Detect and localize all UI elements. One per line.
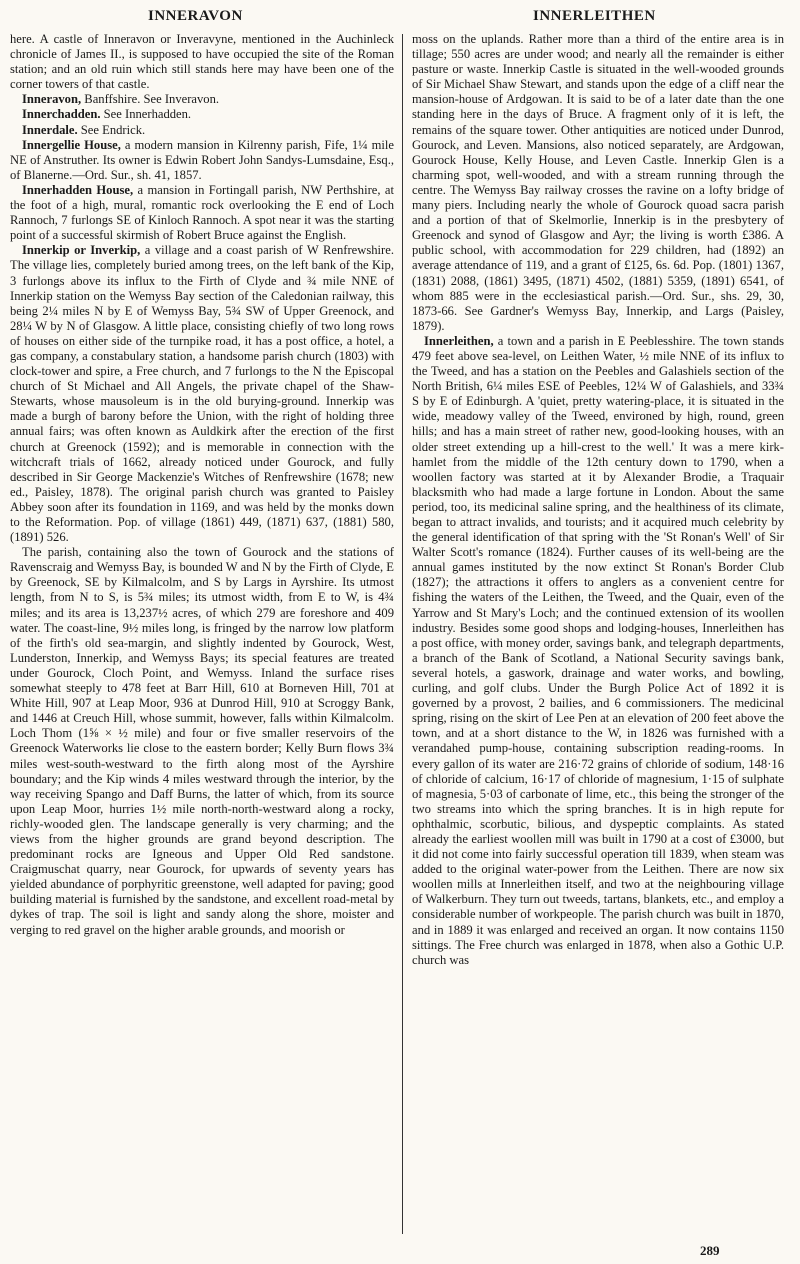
entry-headword: Innerdale.	[22, 122, 78, 137]
entry-text: moss on the uplands. Rather more than a third of the entire area is in tillage; 550 acres are under wood; and nearly all the remainder is either pasture or waste. Innerkip Castle is situated in the well-wooded grounds of Sir Michael Shaw Stewart, and stands upon the edge of a cliff near the mansion-house of Ardgowan. It is said to be of a later date than the one standing here in the days of Bruce. A fragment only of it is left, the remains of the square tower. Other antiquities are noticed under Dunrod, Gourock, and Leven. Mansions, also noticed separately, are Ardgowan, Gourock House, Kelly House, and Leven Castle. Innerkip Glen is a charming spot, well-wooded, and with a stream running through the centre. The Wemyss Bay railway crosses the ravine on a lofty bridge of many piers. Including nearly the whole of Gourock quoad sacra parish and a portion of that of Skelmorlie, Innerkip is in the presbytery of Greenock and synod of Glasgow and Ayr; the living is worth £386. A public school, with accommodation for 229 children, had (1892) an average attendance of 119, and a grant of £125, 6s. 6d. Pop. (1801) 1367, (1831) 2088, (1861) 3495, (1871) 4502, (1881) 5359, (1891) 6541, of whom 885 were in the ecclesiastical parish.—Ord. Sur., shs. 29, 30, 1873-66. See Gardner's Wemyss Bay, Innerkip, and Largs (Paisley, 1879).	[412, 32, 784, 333]
entry-headword: Innerhadden House,	[22, 182, 134, 197]
entry-headword: Innerkip or Inverkip,	[22, 243, 141, 258]
entry-paragraph	[10, 138, 394, 183]
entry-paragraph	[412, 334, 784, 968]
entry-text: The parish, containing also the town of Gourock and the stations of Ravenscraig and Wemyss Bay, is bounded W and N by the Firth of Clyde, E by Greenock, SE by Kilmalcolm, and S by Largs in Ayrshire. Its utmost length, from N to S, is 5¾ miles; its utmost width, from E to W, is 4¾ miles; and its area is 13,237½ acres, of which 279 are foreshore and 409 water. The coast-line, 9½ miles long, is fringed by the narrow low platform of the firth's old sea-margin, and slightly indented by Gourock, West, Lunderston, Innerkip, and Wemyss Bays; its special features are treated under Gourock, Cloch Point, and Wemyss. Inland the surface rises somewhat steeply to 478 feet at Barr Hill, 610 at Borneven Hill, 701 at White Hill, 907 at Leap Moor, 936 at Dunrod Hill, 910 at Scroggy Bank, and 1446 at Creuch Hill, whose summit, however, falls within Kilmalcolm. Loch Thom (1⅝ × ½ mile) and four or five smaller reservoirs of the Greenock Waterworks lie close to the eastern border; Kelly Burn flows 3¾ miles west-south-westward to the firth along most of the Ayrshire boundary; and the Kip winds 4 miles westward through the interior, by the way receiving Spango and Daff Burns, the latter of which, from its source upon Leap Moor, hurries 1½ mile north-north-westward along a rocky, richly-wooded glen. The landscape generally is very charming; and the views from the higher grounds are grand beyond description. The predominant rocks are Igneous and Upper Old Red sandstone. Craigmuschat quarry, near Gourock, for upwards of seventy years has yielded abundance of porphyritic greenstone, well adapted for paving; good building material is furnished by the sandstone, and excellent road-metal by dykes of trap. The soil is light and sandy along the shore, moister and verging to red gravel on the higher arable grounds, and moorish or	[10, 545, 394, 937]
running-header	[0, 8, 800, 28]
right-column	[412, 32, 784, 1232]
entry-paragraph	[10, 32, 394, 92]
entry-paragraph	[10, 243, 394, 545]
entry-headword: Inneravon,	[22, 92, 82, 107]
entry-text: here. A castle of Inneravon or Inveravyne, mentioned in the Auchinleck chronicle of James II., is supposed to have occupied the site of the Roman station; and an old ruin which still stands here may have been one of the corner towers of that castle.	[10, 32, 394, 92]
entry-paragraph	[10, 545, 394, 937]
entry-text: See Endrick.	[77, 122, 146, 137]
entry-text: a village and a coast parish of W Renfrewshire. The village lies, completely buried among trees, on the left bank of the Kip, 3 furlongs above its influx to the Firth of Clyde and ¾ mile NNE of Innerkip station on the Wemyss Bay section of the Caledonian railway, this being 2¼ miles N by E of Wemyss Bay, 5¾ SW of Upper Greenock, and 28¼ W by N of Glasgow. A little place, consisting chiefly of two long rows of houses on either side of the turnpike road, it has a post office, a hotel, a gas company, a constabulary station, a handsome parish church (1803) with clock-tower and spire, a Free church, and 7 furlongs to the N the Episcopal church of St Michael and All Angels, the private chapel of the Shaw-Stewarts, whose mausoleum is in the old burying-ground. Innerkip was made a burgh of barony before the Union, with the right of holding three annual fairs; was often known as Auldkirk after the erection of the first church at Greenock (1592); and is memorable in connection with the witchcraft trials of 1662, already noticed under Gourock, and fully described in Sir George Mackenzie's Witches of Renfrewshire (1678; new ed., Paisley, 1878). The original parish church was granted to Paisley Abbey soon after its foundation in 1169, and was held by the monks down to the Reformation. Pop. of village (1861) 449, (1871) 637, (1881) 580, (1891) 526.	[10, 243, 394, 545]
entry-headword: Innerleithen,	[424, 333, 494, 348]
entry-text: See Innerhadden.	[100, 107, 192, 122]
left-column	[10, 32, 394, 1232]
entry-text: Banffshire. See Inveravon.	[81, 92, 220, 107]
entry-text: a modern mansion in Kilrenny parish, Fife, 1¼ mile NE of Anstruther. Its owner is Edwin Robert John Sandys-Lumsdaine, Esq., of Blanerne.—Ord. Sur., sh. 41, 1857.	[10, 137, 394, 182]
entry-paragraph	[412, 32, 784, 334]
entry-paragraph	[10, 183, 394, 243]
entry-text: a mansion in Fortingall parish, NW Perthshire, at the foot of a high, mural, romantic rock overlooking the E end of Loch Rannoch, 7 furlongs SE of Kinloch Rannoch. A spot near it was the starting point of a successful skirmish of Robert Bruce against the English.	[10, 182, 394, 243]
header-left: INNERAVON	[148, 8, 243, 24]
header-right: INNERLEITHEN	[533, 8, 656, 24]
page-number: 289	[700, 1243, 720, 1258]
entry-paragraph	[10, 107, 394, 122]
column-divider	[402, 34, 403, 1234]
entry-paragraph	[10, 92, 394, 107]
entry-text: a town and a parish in E Peeblesshire. The town stands 479 feet above sea-level, on Leithen Water, ½ mile NNE of its influx to the Tweed, and has a station on the Peebles and Galashiels section of the North British, 6¼ miles ESE of Peebles, 12¼ W of Galashiels, and 33¾ S by E of Edinburgh. A 'quiet, pretty watering-place, it is situated in the wide, meadowy valley of the Tweed, environed by high, round, green hills; and has a main street of rather new, good-looking houses, with an older street extending up a hill-crest to the well.' It was a mere kirk-hamlet from the middle of the 12th century down to 1790, when a woollen factory was started at it by Alexander Brodie, a Traquair blacksmith who had made a large fortune in London. About the same period, too, its medicinal saline spring, and the healthiness of its climate, began to attract invalids, and tourists; and it acquired much celebrity by the general identification of that spring with the 'St Ronan's Well' of Sir Walter Scott's romance (1824). Further causes of its well-being are the annual games instituted by the now extinct St Ronan's Border Club (1827); the attractions it offers to anglers as a convenient centre for fishing the waters of the Leithen, the Tweed, and the Quair, even of the Yarrow and St Mary's Loch; and the continued extension of its woollen industry. Besides some good shops and lodging-houses, Innerleithen has a post office, with money order, savings bank, and telegraph departments, a branch of the Bank of Scotland, a National Security savings bank, several hotels, a gaswork, drainage and water works, and bowling, curling, and golf clubs. Under the Burgh Police Act of 1892 it is governed by a provost, 2 bailies, and 6 commissioners. The medicinal spring, rising on the skirt of Lee Pen at an elevation of 200 feet above the town, and at a short distance to the W, in 1826 was furnished with a verandahed pump-house, containing subscription reading-rooms. In every gallon of its water are 216·72 grains of chloride of sodium, 148·16 of chloride of calcium, 16·17 of chloride of magnesium, 1·15 of sulphate of magnesia, 5·03 of carbonate of lime, etc., this being the stronger of the two streams into which the spring branches. It is in high repute for ophthalmic, scorbutic, bilious, and dyspeptic complaints. As stated already the earliest woollen mill was built in 1790 at a cost of £3000, but it did not come into fairly successful operation till 1839, when steam was added to the original water-power from the Leithen. There are now six woollen mills at Innerleithen itself, and two at the neighbouring village of Walkerburn. They turn out tweeds, tartans, blankets, etc., and employ a considerable number of workpeople. The parish church was built in 1870, and in 1889 it was enlarged and received an organ. It now contains 1150 sittings. The Free church was enlarged in 1878, when also a Gothic U.P. church was	[412, 333, 784, 967]
entry-paragraph	[10, 123, 394, 138]
entry-headword: Innergellie House,	[22, 137, 121, 152]
entry-headword: Innerchadden.	[22, 107, 101, 122]
